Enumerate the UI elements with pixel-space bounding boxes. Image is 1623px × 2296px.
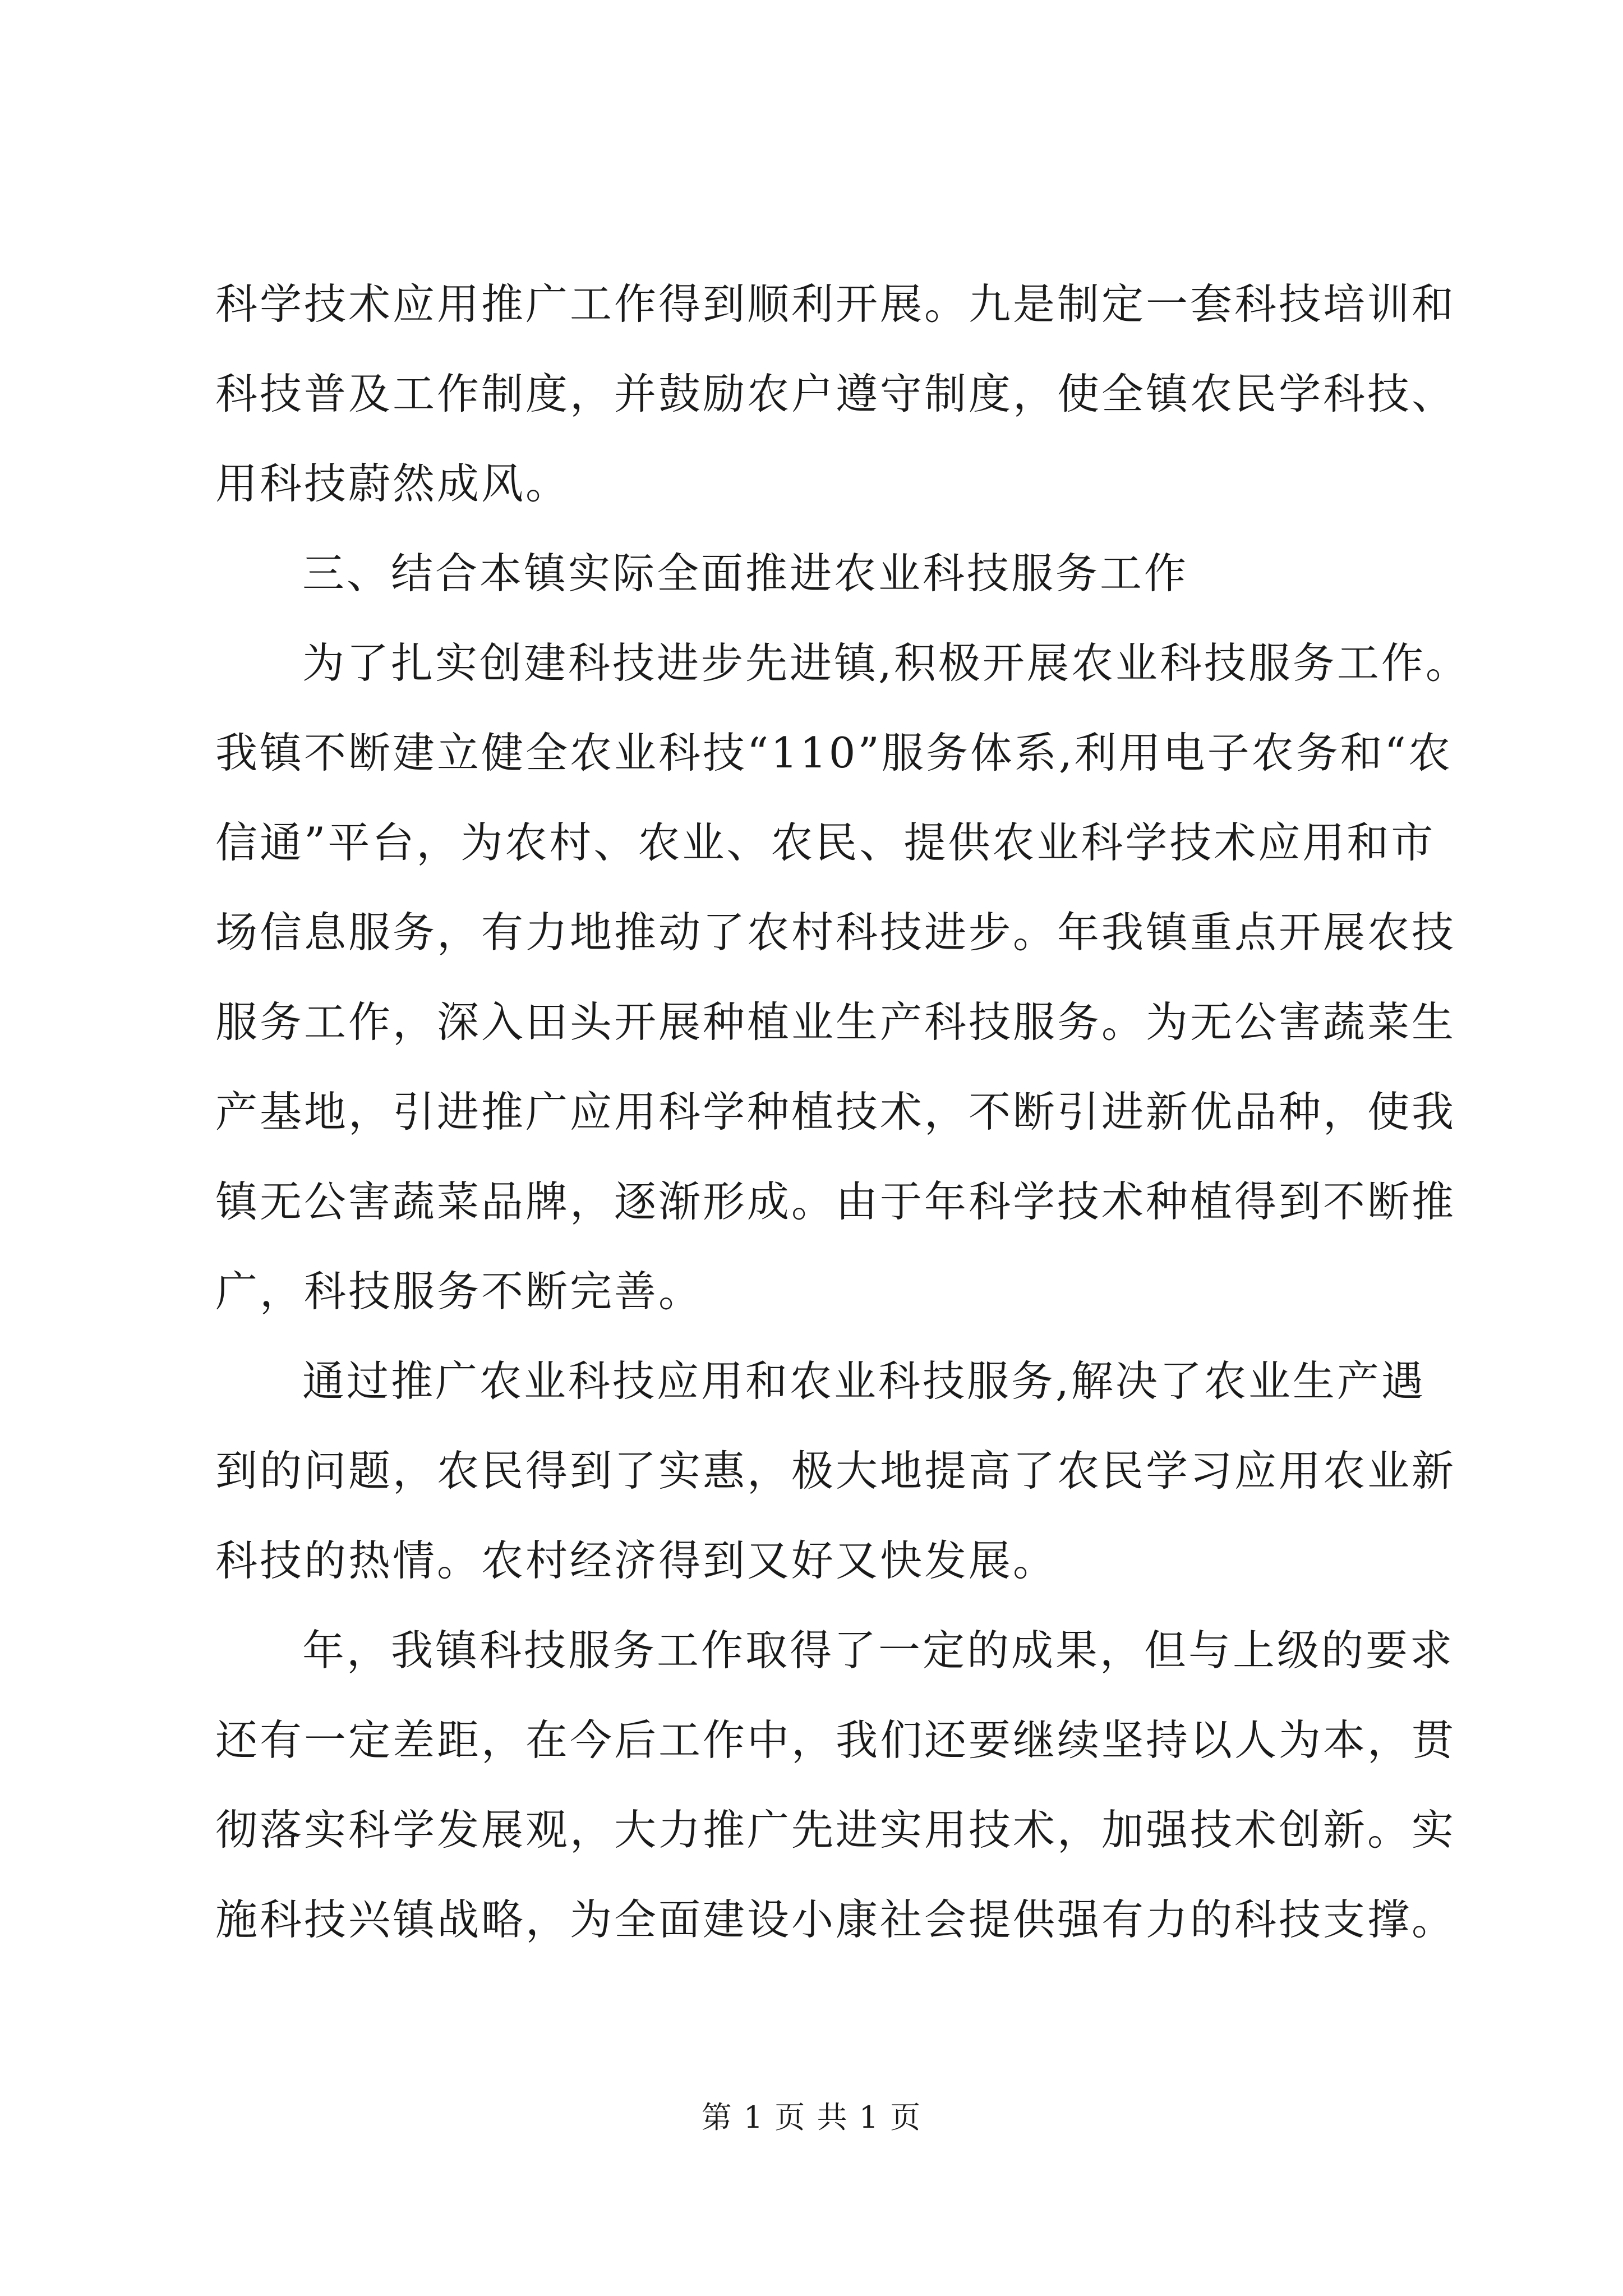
body-line: 为了扎实创建科技进步先进镇,积极开展农业科技服务工作。	[302, 638, 1470, 688]
body-line: 年，我镇科技服务工作取得了一定的成果，但与上级的要求	[302, 1626, 1455, 1675]
body-line: 用科技蔚然成风。	[215, 459, 570, 508]
body-line: 施科技兴镇战略，为全面建设小康社会提供强有力的科技支撑。	[215, 1895, 1456, 1944]
body-line: 广，科技服务不断完善。	[215, 1267, 703, 1316]
body-line: 科学技术应用推广工作得到顺利开展。九是制定一套科技培训和	[215, 279, 1456, 329]
page-number-label: 第 1 页 共 1 页	[701, 2100, 922, 2135]
body-line: 还有一定差距，在今后工作中，我们还要继续坚持以人为本，贯	[215, 1715, 1456, 1765]
body-line: 信通”平台，为农村、农业、农民、提供农业科学技术应用和市	[215, 818, 1436, 867]
section-heading: 三、结合本镇实际全面推进农业科技服务工作	[302, 549, 1189, 598]
body-line: 彻落实科学发展观，大力推广先进实用技术，加强技术创新。实	[215, 1805, 1456, 1855]
page-footer	[0, 2098, 1623, 2137]
body-line: 通过推广农业科技应用和农业科技服务,解决了农业生产遇	[302, 1356, 1426, 1406]
document-body	[215, 259, 1470, 1964]
body-line: 镇无公害蔬菜品牌，逐渐形成。由于年科学技术种植得到不断推	[215, 1177, 1456, 1226]
body-line: 科技普及工作制度，并鼓励农户遵守制度，使全镇农民学科技、	[215, 369, 1456, 418]
body-line: 科技的热情。农村经济得到又好又快发展。	[215, 1536, 1058, 1585]
body-line: 产基地，引进推广应用科学种植技术，不断引进新优品种，使我	[215, 1087, 1456, 1137]
body-line: 场信息服务，有力地推动了农村科技进步。年我镇重点开展农技	[215, 908, 1456, 957]
body-line: 服务工作，深入田头开展种植业生产科技服务。为无公害蔬菜生	[215, 997, 1456, 1047]
body-line: 我镇不断建立健全农业科技“110”服务体系,利用电子农务和“农	[215, 728, 1453, 777]
body-line: 到的问题，农民得到了实惠，极大地提高了农民学习应用农业新	[215, 1446, 1456, 1496]
